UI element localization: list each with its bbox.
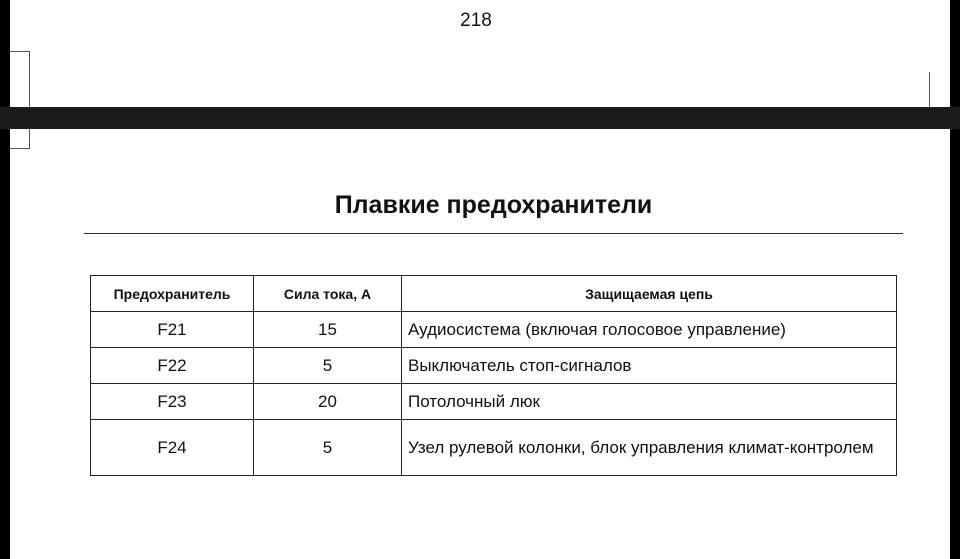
crop-mark	[10, 129, 30, 149]
fuse-cell: F21	[91, 312, 254, 348]
previous-page	[10, 0, 950, 107]
page-title: Плавкие предохранители	[334, 191, 653, 219]
circuit-cell: Аудиосистема (включая голосовое управление)	[402, 312, 897, 348]
page-separator	[0, 107, 960, 129]
fuse-table	[90, 275, 897, 476]
fuse-cell: F24	[91, 420, 254, 476]
table-header-row	[91, 276, 897, 312]
circuit-cell: Узел рулевой колонки, блок управления климат-контролем	[402, 420, 897, 476]
fuse-cell: F22	[91, 348, 254, 384]
title-divider	[84, 233, 903, 234]
table-row	[91, 348, 897, 384]
current-page	[10, 129, 950, 559]
crop-mark	[10, 51, 30, 107]
fuse-cell: F23	[91, 384, 254, 420]
circuit-cell: Выключатель стоп-сигналов	[402, 348, 897, 384]
column-header-circuit: Защищаемая цепь	[402, 276, 897, 312]
crop-mark	[929, 72, 930, 107]
amperage-cell: 5	[254, 420, 402, 476]
table-row	[91, 312, 897, 348]
column-header-fuse: Предохранитель	[91, 276, 254, 312]
column-header-amperage: Сила тока, А	[254, 276, 402, 312]
amperage-cell: 20	[254, 384, 402, 420]
circuit-cell: Потолочный люк	[402, 384, 897, 420]
table-row	[91, 420, 897, 476]
page-number: 218	[460, 10, 492, 31]
table-row	[91, 384, 897, 420]
amperage-cell: 15	[254, 312, 402, 348]
amperage-cell: 5	[254, 348, 402, 384]
